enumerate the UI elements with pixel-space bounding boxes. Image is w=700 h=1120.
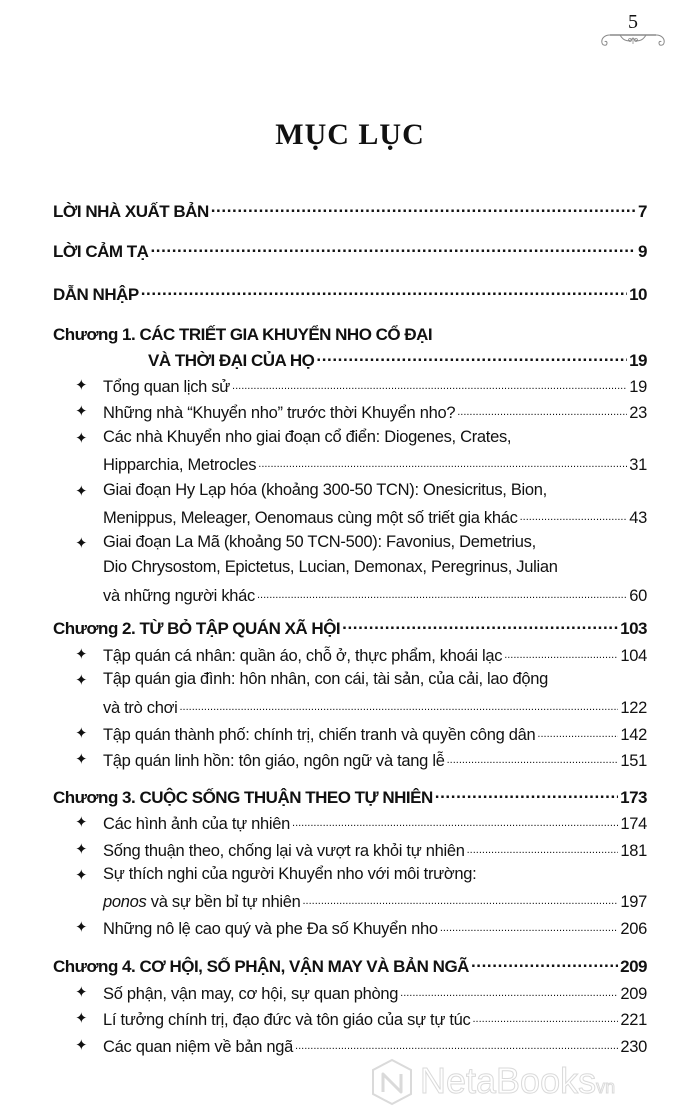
toc-section[interactable]	[103, 839, 647, 861]
watermark-brand	[420, 1060, 615, 1102]
dot-leader	[292, 812, 618, 829]
section-page: 221	[620, 1010, 647, 1029]
dot-leader	[342, 617, 618, 634]
toc-entry-page: 7	[638, 202, 647, 221]
dot-leader	[257, 584, 627, 601]
section-page: 174	[620, 814, 647, 833]
four-pointed-star-icon: ✦	[75, 646, 88, 663]
dot-leader	[302, 890, 618, 907]
section-text: Các hình ảnh của tự nhiên	[103, 814, 291, 833]
dot-leader	[150, 240, 636, 257]
section-text: Những nô lệ cao quý và phe Đa số Khuyển nho	[103, 919, 438, 938]
netabooks-logo-icon	[370, 1058, 414, 1106]
toc-section[interactable]	[103, 644, 647, 666]
chapter-page: 103	[620, 619, 647, 638]
chapter-title-text: VÀ THỜI ĐẠI CỦA HỌ	[148, 351, 315, 370]
section-text-line[interactable]: Giai đoạn Hy Lạp hóa (khoảng 300-50 TCN): Onesicritus, Bion,	[103, 481, 547, 499]
section-text: Những nhà “Khuyển nho” trước thời Khuyển nho?	[103, 403, 456, 422]
section-text-line[interactable]: Tập quán gia đình: hôn nhân, con cái, tài sản, của cải, lao động	[103, 670, 548, 688]
chapter-3-title[interactable]	[53, 786, 647, 808]
flourish-ornament-icon	[598, 32, 668, 50]
toc-entry-label: DẪN NHẬP	[53, 285, 139, 304]
dot-leader	[537, 723, 618, 740]
chapter-4-title[interactable]	[53, 955, 647, 977]
section-page: 19	[629, 377, 647, 396]
toc-section[interactable]	[103, 723, 647, 745]
dot-leader	[211, 200, 636, 217]
section-text-line[interactable]: Các nhà Khuyển nho giai đoạn cổ điển: Diogenes, Crates,	[103, 428, 512, 446]
toc-entry-page: 9	[638, 242, 647, 261]
section-page: 230	[620, 1037, 647, 1056]
dot-leader	[457, 401, 627, 418]
section-text-line[interactable]: Dio Chrysostom, Epictetus, Lucian, Demonax, Peregrinus, Julian	[103, 558, 558, 576]
toc-section[interactable]	[103, 1035, 647, 1057]
toc-section[interactable]	[103, 375, 647, 397]
dot-leader	[258, 453, 627, 470]
section-text-line[interactable]: Sự thích nghi của người Khuyển nho với môi trường:	[103, 865, 477, 883]
toc-section[interactable]	[103, 453, 647, 475]
dot-leader	[316, 349, 627, 366]
section-page: 23	[629, 403, 647, 422]
dot-leader	[400, 982, 618, 999]
dot-leader	[472, 1008, 618, 1025]
section-text	[103, 893, 300, 912]
dot-leader	[471, 955, 618, 972]
section-text: Tổng quan lịch sử	[103, 377, 231, 396]
dot-leader	[440, 917, 619, 934]
section-text: Số phận, vận may, cơ hội, sự quan phòng	[103, 984, 399, 1003]
dot-leader	[295, 1035, 618, 1052]
section-page: 181	[620, 841, 647, 860]
section-text: và trò chơi	[103, 698, 178, 717]
section-page: 31	[629, 455, 647, 474]
toc-section[interactable]	[103, 749, 647, 771]
four-pointed-star-icon: ✦	[75, 377, 88, 394]
section-page: 60	[629, 586, 647, 605]
section-text-line[interactable]: Giai đoạn La Mã (khoảng 50 TCN-500): Favonius, Demetrius,	[103, 533, 536, 551]
chapter-1-title-line2[interactable]	[148, 349, 647, 371]
section-page: 43	[629, 508, 647, 527]
section-text: Hipparchia, Metrocles	[103, 455, 257, 474]
toc-entry-publisher-note[interactable]	[53, 200, 647, 222]
section-text: Sống thuận theo, chống lại và vượt ra khỏi tự nhiên	[103, 841, 465, 860]
four-pointed-star-icon: ✦	[75, 430, 88, 447]
four-pointed-star-icon: ✦	[75, 867, 88, 884]
section-text-rest: và sự bền bỉ tự nhiên	[150, 892, 301, 911]
section-text: Tập quán linh hồn: tôn giáo, ngôn ngữ và tang lễ	[103, 751, 445, 770]
toc-section[interactable]	[103, 401, 647, 423]
four-pointed-star-icon: ✦	[75, 751, 88, 768]
section-page: 151	[620, 751, 647, 770]
toc-section[interactable]	[103, 917, 647, 939]
four-pointed-star-icon: ✦	[75, 725, 88, 742]
page-number: 5	[628, 11, 638, 33]
netabooks-watermark	[368, 1058, 698, 1108]
toc-entry-acknowledgements[interactable]	[53, 240, 647, 262]
dot-leader	[520, 506, 628, 523]
page-number-block	[598, 12, 668, 52]
section-text: Menippus, Meleager, Oenomaus cùng một số triết gia khác	[103, 508, 518, 527]
watermark-brand-text: NetaBooks	[420, 1060, 597, 1101]
chapter-page: 209	[620, 957, 647, 976]
toc-section[interactable]	[103, 506, 647, 528]
dot-leader	[232, 375, 627, 392]
chapter-page: 19	[629, 351, 647, 370]
toc-entry-page: 10	[629, 285, 647, 304]
toc-entry-introduction[interactable]	[53, 283, 647, 305]
toc-section[interactable]	[103, 812, 647, 834]
chapter-page: 173	[620, 788, 647, 807]
four-pointed-star-icon: ✦	[75, 814, 88, 831]
chapter-title-text: Chương 2. TỪ BỎ TẬP QUÁN XÃ HỘI	[53, 619, 341, 638]
chapter-title-text: Chương 4. CƠ HỘI, SỐ PHẬN, VẬN MAY VÀ BẢN NGÃ	[53, 957, 469, 976]
toc-entry-label: LỜI CẢM TẠ	[53, 242, 149, 261]
chapter-2-title[interactable]	[53, 617, 647, 639]
four-pointed-star-icon: ✦	[75, 841, 88, 858]
toc-section[interactable]	[103, 584, 647, 606]
section-text: Lí tưởng chính trị, đạo đức và tôn giáo của sự tự túc	[103, 1010, 471, 1029]
section-text: Các quan niệm về bản ngã	[103, 1037, 294, 1056]
chapter-title-text: Chương 3. CUỘC SỐNG THUẬN THEO TỰ NHIÊN	[53, 788, 433, 807]
four-pointed-star-icon: ✦	[75, 672, 88, 689]
dot-leader	[504, 644, 618, 661]
dot-leader	[435, 786, 618, 803]
dot-leader	[179, 696, 618, 713]
section-page: 206	[620, 919, 647, 938]
toc-section[interactable]	[103, 890, 647, 912]
four-pointed-star-icon: ✦	[75, 535, 88, 552]
four-pointed-star-icon: ✦	[75, 1010, 88, 1027]
four-pointed-star-icon: ✦	[75, 483, 88, 500]
section-page: 104	[620, 646, 647, 665]
watermark-suffix: vn	[596, 1077, 616, 1097]
chapter-1-title-line1[interactable]: Chương 1. CÁC TRIẾT GIA KHUYỂN NHO CỔ ĐẠI	[53, 325, 433, 344]
italic-term: ponos	[103, 892, 147, 911]
toc-section[interactable]	[103, 982, 647, 1004]
section-page: 209	[620, 984, 647, 1003]
section-page: 122	[620, 698, 647, 717]
dot-leader	[141, 283, 627, 300]
section-page: 197	[620, 892, 647, 911]
section-text: và những người khác	[103, 586, 255, 605]
dot-leader	[467, 839, 619, 856]
dot-leader	[447, 749, 619, 766]
section-text: Tập quán cá nhân: quần áo, chỗ ở, thực phẩm, khoái lạc	[103, 646, 503, 665]
four-pointed-star-icon: ✦	[75, 919, 88, 936]
four-pointed-star-icon: ✦	[75, 1037, 88, 1054]
toc-section[interactable]	[103, 696, 647, 718]
toc-entry-label: LỜI NHÀ XUẤT BẢN	[53, 202, 209, 221]
four-pointed-star-icon: ✦	[75, 403, 88, 420]
page-title: MỤC LỤC	[275, 118, 425, 151]
section-page: 142	[620, 725, 647, 744]
toc-section[interactable]	[103, 1008, 647, 1030]
section-text: Tập quán thành phố: chính trị, chiến tranh và quyền công dân	[103, 725, 536, 744]
four-pointed-star-icon: ✦	[75, 984, 88, 1001]
